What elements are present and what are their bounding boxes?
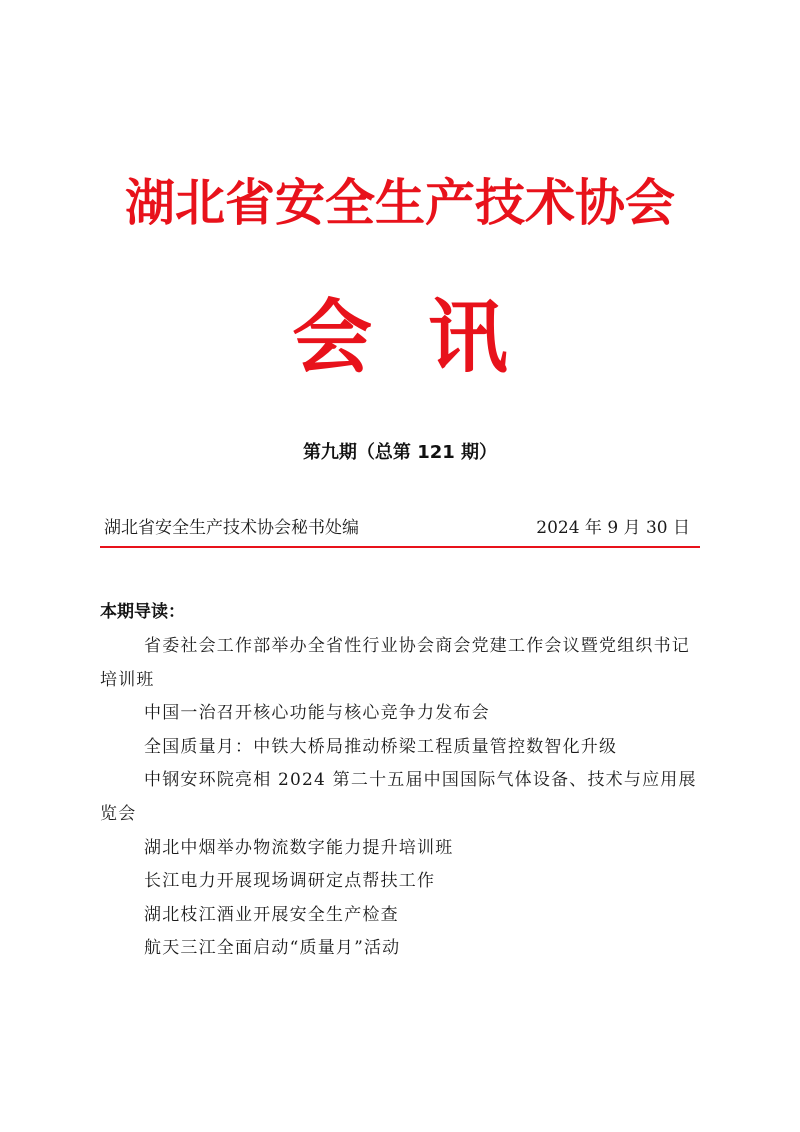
toc-item[interactable]: 全国质量月：中铁大桥局推动桥梁工程质量管控数智化升级	[144, 736, 618, 757]
red-divider	[100, 546, 700, 548]
publication-date: 2024 年 9 月 30 日	[536, 518, 690, 538]
newsletter-title: 会 讯	[292, 291, 508, 384]
toc-item[interactable]: 中钢安环院亮相 2024 第二十五届中国国际气体设备、技术与应用展览会	[100, 770, 697, 824]
toc-item[interactable]: 长江电力开展现场调研定点帮扶工作	[144, 871, 436, 892]
toc-heading: 本期导读：	[100, 602, 185, 622]
toc-list	[100, 630, 700, 966]
toc-item[interactable]: 航天三江全面启动“质量月”活动	[144, 938, 401, 959]
publication-meta	[100, 514, 696, 542]
issue-number: 第九期（总第 121 期）	[302, 442, 498, 463]
toc-item[interactable]: 中国一治召开核心功能与核心竞争力发布会	[144, 703, 490, 724]
toc-item[interactable]: 湖北枝江酒业开展安全生产检查	[144, 904, 399, 925]
toc-item[interactable]: 湖北中烟举办物流数字能力提升培训班	[144, 837, 454, 858]
organization-title: 湖北省安全生产技术协会	[125, 173, 675, 232]
toc-item[interactable]: 省委社会工作部举办全省性行业协会商会党建工作会议暨党组织书记培训班	[100, 636, 690, 690]
editor-line: 湖北省安全生产技术协会秘书处编	[104, 518, 359, 538]
